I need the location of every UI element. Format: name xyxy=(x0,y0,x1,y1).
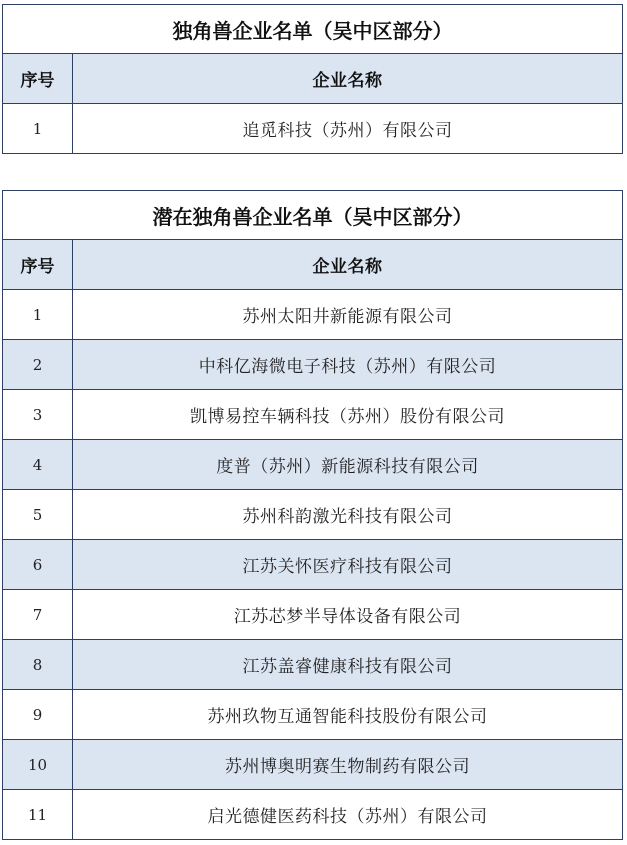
company-name: 苏州太阳井新能源有限公司 xyxy=(242,307,453,327)
table-row xyxy=(3,290,622,340)
table-row xyxy=(3,690,622,740)
table-row xyxy=(3,740,622,790)
table-row xyxy=(3,640,622,690)
row-index: 2 xyxy=(3,340,73,389)
company-name: 追觅科技（苏州）有限公司 xyxy=(242,121,453,141)
table-row xyxy=(3,540,622,590)
table-row xyxy=(3,104,622,153)
company-name: 苏州玖物互通智能科技股份有限公司 xyxy=(207,707,488,727)
column-header-name: 企业名称 xyxy=(312,257,383,277)
table-header-row xyxy=(3,240,622,290)
company-name: 启光德健医药科技（苏州）有限公司 xyxy=(207,807,488,827)
table-row xyxy=(3,590,622,640)
unicorn-table xyxy=(2,4,623,154)
row-index: 7 xyxy=(3,590,73,639)
row-index: 1 xyxy=(3,104,73,153)
company-name: 江苏关怀医疗科技有限公司 xyxy=(242,557,453,577)
potential-unicorn-table xyxy=(2,190,623,840)
company-name: 度普（苏州）新能源科技有限公司 xyxy=(216,457,479,477)
company-name: 江苏芯梦半导体设备有限公司 xyxy=(233,607,462,627)
table-header-row xyxy=(3,54,622,104)
column-header-name: 企业名称 xyxy=(312,71,383,91)
table-row xyxy=(3,790,622,839)
row-index: 8 xyxy=(3,640,73,689)
row-index: 6 xyxy=(3,540,73,589)
row-index: 9 xyxy=(3,690,73,739)
table-row xyxy=(3,440,622,490)
row-index: 11 xyxy=(3,790,73,839)
company-name: 苏州科韵激光科技有限公司 xyxy=(242,507,453,527)
table-row xyxy=(3,390,622,440)
row-index: 10 xyxy=(3,740,73,789)
table-row xyxy=(3,490,622,540)
table-title: 独角兽企业名单（吴中区部分） xyxy=(3,5,622,54)
table-row xyxy=(3,340,622,390)
row-index: 5 xyxy=(3,490,73,539)
table-title: 潜在独角兽企业名单（吴中区部分） xyxy=(3,191,622,240)
company-name: 江苏盖睿健康科技有限公司 xyxy=(242,657,453,677)
column-header-index: 序号 xyxy=(3,240,73,289)
company-name: 苏州博奥明赛生物制药有限公司 xyxy=(225,757,470,777)
row-index: 4 xyxy=(3,440,73,489)
company-name: 凯博易控车辆科技（苏州）股份有限公司 xyxy=(190,407,505,427)
row-index: 1 xyxy=(3,290,73,339)
company-name: 中科亿海微电子科技（苏州）有限公司 xyxy=(198,357,497,377)
column-header-index: 序号 xyxy=(3,54,73,103)
row-index: 3 xyxy=(3,390,73,439)
